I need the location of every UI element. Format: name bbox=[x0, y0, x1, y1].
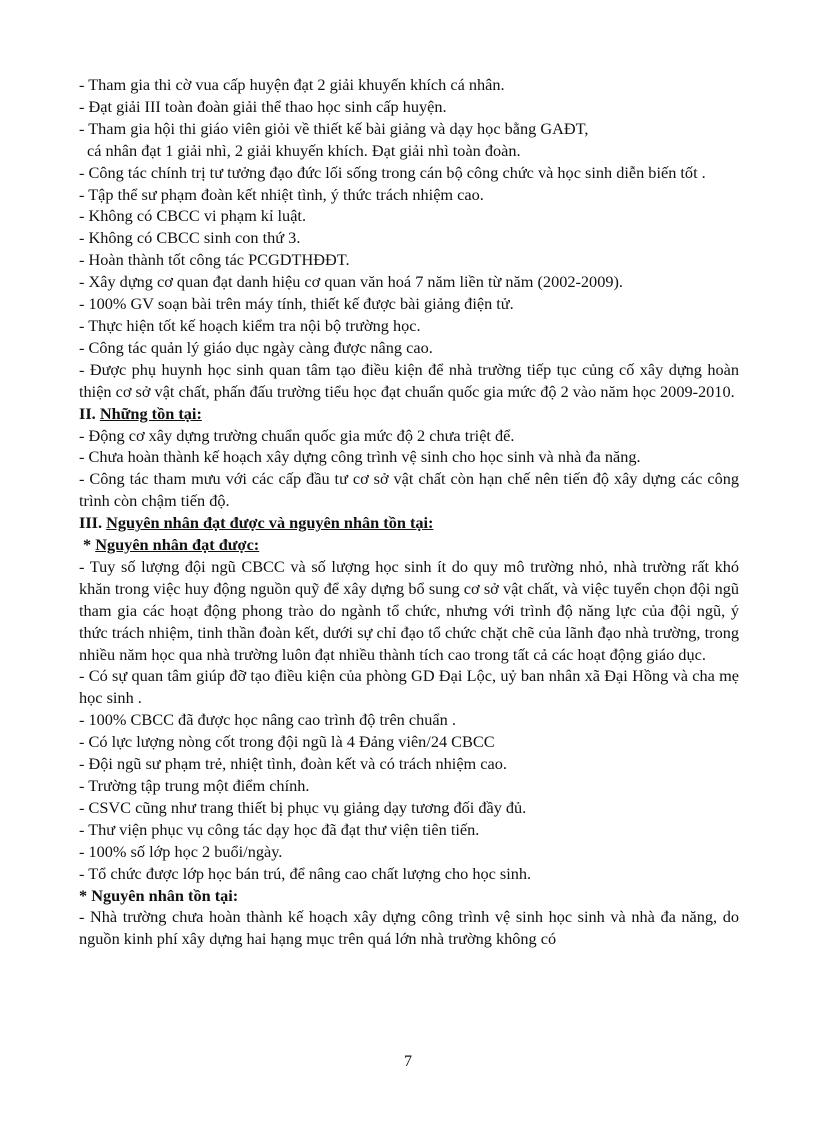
list-item: - Đội ngũ sư phạm trẻ, nhiệt tình, đoàn kết và có trách nhiệm cao. bbox=[79, 754, 507, 774]
list-item: - 100% CBCC đã được học nâng cao trình độ trên chuẩn . bbox=[79, 710, 456, 730]
list-item: - Thực hiện tốt kế hoạch kiểm tra nội bộ trường học. bbox=[79, 315, 421, 335]
list-item: - Tổ chức được lớp học bán trú, để nâng cao chất lượng cho học sinh. bbox=[79, 863, 532, 883]
subheading-text: Nguyên nhân đạt được: bbox=[95, 535, 260, 555]
heading-number: II. bbox=[79, 403, 100, 423]
list-item: - Chưa hoàn thành kế hoạch xây dựng công trình vệ sinh cho học sinh và nhà đa năng. bbox=[79, 447, 641, 467]
section-heading-3 bbox=[79, 512, 739, 534]
list-item: - Nhà trường chưa hoàn thành kế hoạch xây dựng công trình vệ sinh học sinh và nhà đa năng, do nguồn kinh phí xây dựng hai hạng mục trên quá lớn nhà trường không có bbox=[79, 907, 739, 949]
list-item: - Công tác chính trị tư tưởng đạo đức lối sống trong cán bộ công chức và học sinh diễn biến tốt . bbox=[79, 162, 706, 182]
subheading-achievements bbox=[79, 534, 739, 556]
list-item: - Thư viện phục vụ công tác dạy học đã đạt thư viện tiên tiến. bbox=[79, 819, 480, 839]
heading-text: Những tồn tại: bbox=[99, 403, 202, 423]
heading-text: Nguyên nhân đạt được và nguyên nhân tồn tại: bbox=[106, 513, 434, 533]
list-item: - Có sự quan tâm giúp đỡ tạo điều kiện của phòng GD Đại Lộc, uỷ ban nhân xã Đại Hồng và cha mẹ học sinh . bbox=[79, 666, 739, 708]
section-heading-2 bbox=[79, 403, 739, 425]
subheading-shortcomings: * Nguyên nhân tồn tại: bbox=[79, 885, 239, 905]
document-body bbox=[79, 74, 739, 950]
subheading-star: * bbox=[83, 535, 96, 555]
list-item: - Không có CBCC vi phạm kỉ luật. bbox=[79, 206, 307, 226]
list-item: - Không có CBCC sinh con thứ 3. bbox=[79, 228, 301, 248]
list-item: - Trường tập trung một điểm chính. bbox=[79, 776, 310, 795]
list-item: - Đạt giải III toàn đoàn giải thể thao học sinh cấp huyện. bbox=[79, 96, 447, 116]
list-item: - Công tác quản lý giáo dục ngày càng được nâng cao. bbox=[79, 337, 433, 357]
list-item: - Động cơ xây dựng trường chuẩn quốc gia mức độ 2 chưa triệt để. bbox=[79, 425, 515, 445]
list-item: - Tham gia hội thi giáo viên giỏi về thiết kế bài giảng và dạy học bằng GAĐT, bbox=[79, 118, 589, 138]
heading-number: III. bbox=[79, 513, 107, 533]
list-item: - Được phụ huynh học sinh quan tâm tạo điều kiện để nhà trường tiếp tục củng cố xây dựng hoàn thiện cơ sở vật chất, phấn đấu trường tiểu học đạt chuẩn quốc gia mức độ 2 vào năm học 2009-2010. bbox=[79, 359, 739, 401]
list-item-continuation: cá nhân đạt 1 giải nhì, 2 giải khuyến khích. Đạt giải nhì toàn đoàn. bbox=[87, 140, 521, 160]
list-item: - Xây dựng cơ quan đạt danh hiệu cơ quan văn hoá 7 năm liền từ năm (2002-2009). bbox=[79, 272, 623, 292]
list-item: - Công tác tham mưu với các cấp đầu tư cơ sở vật chất còn hạn chế nên tiến độ xây dựng các công trình còn chậm tiến độ. bbox=[79, 469, 739, 511]
list-item: - 100% GV soạn bài trên máy tính, thiết kế được bài giảng điện tử. bbox=[79, 294, 514, 314]
list-item: - Hoàn thành tốt công tác PCGDTHĐĐT. bbox=[79, 250, 350, 270]
list-item: - CSVC cũng như trang thiết bị phục vụ giảng dạy tương đối đầy đủ. bbox=[79, 797, 527, 817]
list-item: - 100% số lớp học 2 buổi/ngày. bbox=[79, 841, 283, 861]
list-item: - Tuy số lượng đội ngũ CBCC và số lượng học sinh ít do quy mô trường nhỏ, nhà trường rất khó khăn trong việc huy động nguồn quỹ để xây dựng bổ sung cơ sở vật chất, và việc tuyển chọn đội ngũ tham gia các hoạt động phong trào do ngành tổ chức, nhưng với trình độ năng lực của đội ngũ, ý thức trách nhiệm, tinh thần đoàn kết, dưới sự chỉ đạo tổ chức chặt chẽ của lãnh đạo nhà trường, trong nhiều năm học qua nhà trường luôn đạt nhiều thành tích cao trong tất cả các hoạt động giáo dục. bbox=[79, 556, 739, 664]
list-item: - Tập thể sư phạm đoàn kết nhiệt tình, ý thức trách nhiệm cao. bbox=[79, 184, 484, 204]
list-item: - Tham gia thi cờ vua cấp huyện đạt 2 giải khuyến khích cá nhân. bbox=[79, 75, 505, 94]
page-number: 7 bbox=[404, 1053, 412, 1070]
list-item: - Có lực lượng nòng cốt trong đội ngũ là 4 Đảng viên/24 CBCC bbox=[79, 732, 495, 752]
